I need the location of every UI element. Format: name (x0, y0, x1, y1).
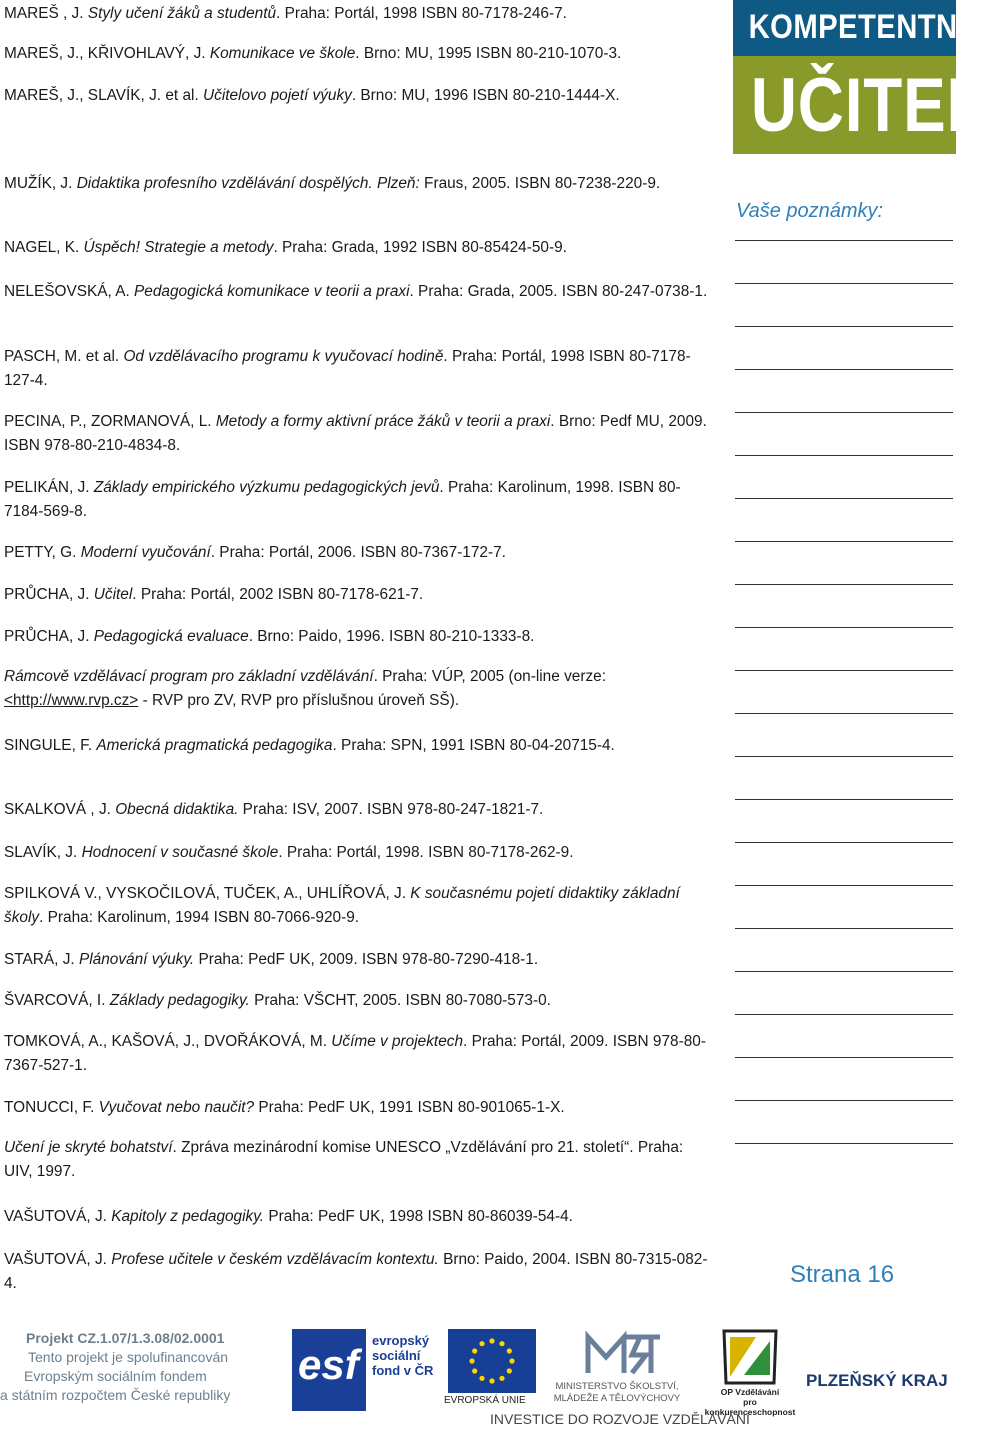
note-line (735, 842, 953, 843)
reference-text: NAGEL, K. (4, 239, 84, 256)
project-info (0, 1329, 250, 1405)
reference-title: Kapitoly z pedagogiky. (111, 1208, 265, 1225)
page-number: Strana 16 (790, 1261, 895, 1288)
reference-text: . Brno: Paido, 1996. ISBN 80-210-1333-8. (248, 628, 535, 645)
reference-title: Učitelovo pojetí výuky (203, 87, 352, 104)
eu-star-icon (499, 1341, 504, 1346)
reference-entry (4, 410, 710, 458)
reference-text: . Praha: Portál, 2002 ISBN 80-7178-621-7. (132, 586, 424, 603)
reference-entry (4, 541, 710, 565)
reference-link[interactable]: <http://www.rvp.cz> (4, 692, 139, 709)
reference-entry (4, 2, 710, 26)
eu-star-icon (507, 1348, 512, 1353)
reference-text: . Brno: Pedf MU, 2009. ISBN 978-80-210-4834-8. (4, 413, 707, 454)
note-line (735, 369, 953, 370)
eu-star-icon (489, 1338, 494, 1343)
reference-entry (4, 1136, 710, 1184)
reference-title: Didaktika profesního vzdělávání dospělých. Plzeň: (76, 175, 420, 192)
reference-text: . Praha: Portál, 1998 ISBN 80-7178-127-4. (4, 348, 691, 389)
logo-line-2: UČITEL (750, 63, 986, 148)
reference-entry (4, 989, 710, 1013)
reference-text: NELEŠOVSKÁ, A. (4, 283, 135, 300)
note-line (735, 1100, 953, 1101)
reference-text: . Brno: MU, 1995 ISBN 80-210-1070-3. (355, 45, 622, 62)
plzensky-kraj-logo: PLZEŇSKÝ KRAJ (806, 1371, 948, 1390)
reference-title: Obecná didaktika. (115, 801, 239, 818)
esf-text: evropský sociální fond v ČR (372, 1333, 434, 1378)
kompetentni-ucitel-logo (733, 0, 986, 154)
eu-star-icon (489, 1378, 494, 1383)
reference-text: STARÁ, J. (4, 951, 79, 968)
reference-text: Praha: PedF UK, 1998 ISBN 80-86039-54-4. (264, 1208, 573, 1225)
reference-text: MAREŠ , J. (4, 5, 88, 22)
reference-text: PRŮCHA, J. (4, 586, 94, 603)
reference-text: PELIKÁN, J. (4, 479, 94, 496)
note-line (735, 1143, 953, 1144)
reference-text: Praha: PedF UK, 2009. ISBN 978-80-7290-418-1. (194, 951, 539, 968)
reference-entry (4, 625, 710, 649)
esf-mark: esf (292, 1329, 366, 1411)
reference-title: Úspěch! Strategie a metody (83, 239, 274, 256)
reference-text: Brno: Paido, 2004. ISBN 80-7315-082-4. (4, 1251, 708, 1292)
eu-flag-icon (448, 1329, 536, 1393)
eu-star-icon (469, 1358, 474, 1363)
project-line: Tento projekt je spolufinancován (28, 1349, 229, 1365)
note-line (735, 541, 953, 542)
reference-text: . Praha: VÚP, 2005 (on-line verze: (373, 668, 606, 685)
reference-text: MUŽÍK, J. (4, 175, 77, 192)
reference-entry (4, 345, 710, 393)
reference-text: . Praha: Portál, 2009. ISBN 978-80-7367-527-1. (4, 1033, 706, 1074)
reference-text: . Praha: Portál, 2006. ISBN 80-7367-172-7. (210, 544, 506, 561)
note-line (735, 1057, 953, 1058)
reference-entry (4, 236, 710, 260)
reference-entry (4, 841, 710, 865)
reference-entry (4, 1096, 710, 1120)
msmt-logo-icon (582, 1329, 662, 1379)
reference-text: VAŠUTOVÁ, J. (4, 1251, 112, 1268)
eu-star-icon (479, 1376, 484, 1381)
esf-logo (292, 1329, 440, 1411)
reference-text: SPILKOVÁ V., VYSKOČILOVÁ, TUČEK, A., UHLÍŘOVÁ, J. (4, 885, 411, 902)
reference-text: Praha: VŠCHT, 2005. ISBN 80-7080-573-0. (249, 992, 551, 1009)
reference-text: SINGULE, F. (4, 737, 97, 754)
reference-text: . Brno: MU, 1996 ISBN 80-210-1444-X. (351, 87, 620, 104)
note-line (735, 584, 953, 585)
note-line (735, 1014, 953, 1015)
project-id: Projekt CZ.1.07/1.3.08/02.0001 (26, 1330, 225, 1346)
note-line (735, 756, 953, 757)
note-line (735, 627, 953, 628)
reference-text: . Zpráva mezinárodní komise UNESCO „Vzdělávání pro 21. století“. Praha: UIV, 1997. (4, 1139, 684, 1180)
reference-text: ŠVARCOVÁ, I. (4, 992, 110, 1009)
reference-text: MAREŠ, J., SLAVÍK, J. et al. (4, 87, 204, 104)
eu-star-icon (479, 1341, 484, 1346)
reference-entry (4, 84, 710, 108)
reference-entry (4, 476, 710, 524)
note-line (735, 799, 953, 800)
reference-entry (4, 583, 710, 607)
reference-text: VAŠUTOVÁ, J. (4, 1208, 112, 1225)
note-line (735, 971, 953, 972)
reference-title: Hodnocení v současné škole (81, 844, 279, 861)
reference-title: Učíme v projektech (331, 1033, 464, 1050)
reference-text: SKALKOVÁ , J. (4, 801, 116, 818)
reference-text: MAREŠ, J., KŘIVOHLAVÝ, J. (4, 45, 210, 62)
logo-line-1: KOMPETENTNÍ (748, 8, 967, 46)
reference-text: . Praha: Portál, 1998. ISBN 80-7178-262-9. (278, 844, 574, 861)
reference-text: PRŮCHA, J. (4, 628, 94, 645)
reference-title: Základy pedagogiky. (109, 992, 250, 1009)
reference-title: Styly učení žáků a studentů (87, 5, 277, 22)
reference-title: K současnému pojetí didaktiky základní školy (4, 885, 680, 926)
logo-line-2-box (733, 56, 986, 154)
eu-star-icon (507, 1368, 512, 1373)
reference-text: SLAVÍK, J. (4, 844, 82, 861)
reference-entry (4, 172, 710, 196)
reference-text: - RVP pro ZV, RVP pro příslušnou úroveň SŠ). (138, 692, 460, 709)
note-line (735, 455, 953, 456)
note-line (735, 670, 953, 671)
reference-entry (4, 734, 710, 758)
reference-title: Učitel (93, 586, 133, 603)
reference-text: TONUCCI, F. (4, 1099, 99, 1116)
note-line (735, 240, 953, 241)
note-line (735, 498, 953, 499)
reference-text: . Praha: Grada, 1992 ISBN 80-85424-50-9. (273, 239, 567, 256)
eu-star-icon (472, 1368, 477, 1373)
reference-title: Vyučovat nebo naučit? (98, 1099, 255, 1116)
reference-entry (4, 882, 710, 930)
eu-star-icon (472, 1348, 477, 1353)
reference-text: Praha: PedF UK, 1991 ISBN 80-901065-1-X. (254, 1099, 565, 1116)
reference-text: PETTY, G. (4, 544, 81, 561)
reference-text: Praha: ISV, 2007. ISBN 978-80-247-1821-7. (238, 801, 544, 818)
reference-text: . Praha: Karolinum, 1994 ISBN 80-7066-920-9. (39, 909, 360, 926)
reference-entry (4, 948, 710, 972)
reference-title: Komunikace ve škole (209, 45, 356, 62)
reference-entry (4, 1248, 710, 1296)
reference-title: Pedagogická evaluace (93, 628, 249, 645)
reference-title: Plánování výuky. (78, 951, 195, 968)
reference-title: Metody a formy aktivní práce žáků v teorii a praxi (215, 413, 551, 430)
note-line (735, 928, 953, 929)
reference-entry (4, 280, 710, 304)
note-line (735, 412, 953, 413)
reference-text: PASCH, M. et al. (4, 348, 124, 365)
reference-text: TOMKOVÁ, A., KAŠOVÁ, J., DVOŘÁKOVÁ, M. (4, 1033, 332, 1050)
project-line: a státním rozpočtem České republiky (0, 1387, 231, 1403)
notes-title: Vaše poznámky: (736, 200, 884, 222)
eu-star-icon (499, 1376, 504, 1381)
reference-entry (4, 1030, 710, 1078)
project-line: Evropským sociálním fondem (24, 1368, 207, 1384)
op-label: OP Vzdělávání pro konkurenceschopnost (704, 1387, 796, 1417)
reference-title: Od vzdělávacího programu k vyučovací hodině (123, 348, 444, 365)
reference-text: . Praha: Karolinum, 1998. ISBN 80-7184-569-8. (4, 479, 681, 520)
reference-title: Rámcově vzdělávací program pro základní vzdělávání (4, 668, 374, 685)
reference-entry (4, 798, 710, 822)
reference-entry (4, 1205, 710, 1229)
eu-star-icon (509, 1358, 514, 1363)
reference-title: Profese učitele v českém vzdělávacím kontextu. (111, 1251, 439, 1268)
reference-entry (4, 42, 710, 66)
note-line (735, 885, 953, 886)
reference-text: . Praha: Portál, 1998 ISBN 80-7178-246-7. (276, 5, 567, 22)
reference-title: Základy empirického výzkumu pedagogických jevů (93, 479, 440, 496)
investment-slogan: INVESTICE DO ROZVOJE VZDĚLÁVÁNÍ (490, 1411, 750, 1427)
reference-title: Učení je skryté bohatství (4, 1139, 173, 1156)
reference-text: PECINA, P., ZORMANOVÁ, L. (4, 413, 216, 430)
reference-title: Pedagogická komunikace v teorii a praxi (134, 283, 410, 300)
reference-text: Fraus, 2005. ISBN 80-7238-220-9. (419, 175, 661, 192)
eu-label: EVROPSKÁ UNIE (444, 1395, 526, 1406)
reference-title: Americká pragmatická pedagogika (96, 737, 333, 754)
reference-title: Moderní vyučování (80, 544, 211, 561)
note-line (735, 283, 953, 284)
note-line (735, 713, 953, 714)
reference-text: . Praha: SPN, 1991 ISBN 80-04-20715-4. (332, 737, 615, 754)
footer (0, 1315, 960, 1429)
msmt-label: MINISTERSTVO ŠKOLSTVÍ, MLÁDEŽE A TĚLOVÝCHOVY (553, 1381, 681, 1404)
reference-entry (4, 665, 710, 713)
note-line (735, 326, 953, 327)
reference-text: . Praha: Grada, 2005. ISBN 80-247-0738-1. (409, 283, 708, 300)
